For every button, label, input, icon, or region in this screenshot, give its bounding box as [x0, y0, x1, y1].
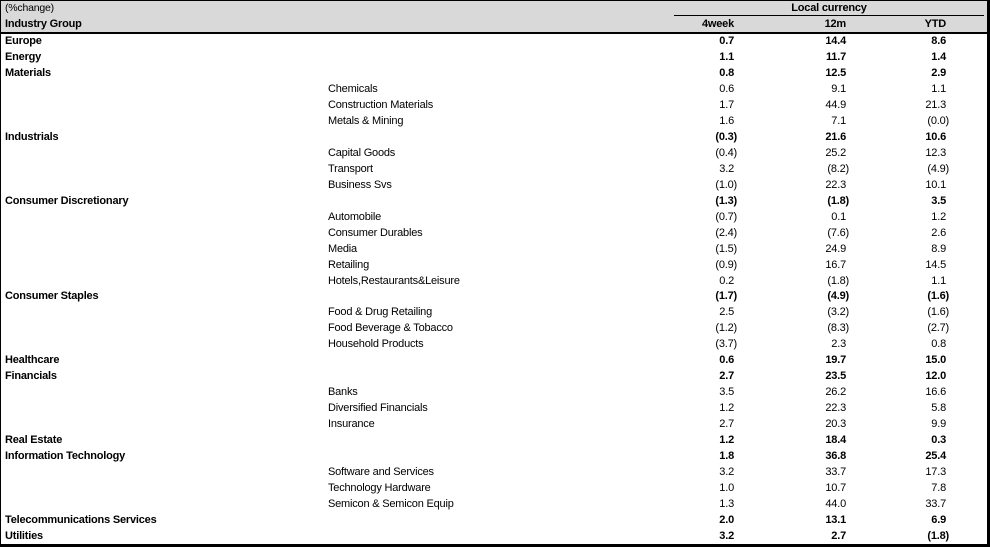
col-header-4week: 4week: [701, 17, 734, 30]
table-row: [1, 512, 987, 528]
table-row: [1, 50, 987, 66]
table-row: [1, 464, 987, 480]
table-row: [1, 417, 987, 433]
value-ytd: 25.4: [925, 449, 946, 462]
industry-group-sub-label: Capital Goods: [328, 147, 396, 160]
value-12m: 33.7: [825, 465, 846, 478]
value-12m: 19.7: [825, 354, 846, 367]
industry-group-sub-label: Automobile: [328, 210, 382, 223]
table-row: [1, 353, 987, 369]
industry-group-main-label: Consumer Discretionary: [5, 194, 129, 207]
table-row: [1, 162, 987, 178]
value-ytd: 8.9: [931, 242, 946, 255]
table-row: [1, 177, 987, 193]
industry-group-sub-label: Semicon & Semicon Equip: [328, 497, 454, 510]
value-4week: 0.7: [719, 35, 734, 48]
industry-group-sub-label: Consumer Durables: [328, 226, 423, 239]
value-12m: 24.9: [825, 242, 846, 255]
industry-group-main-label: Utilities: [5, 529, 43, 542]
value-4week: (0.4): [715, 147, 737, 160]
value-ytd: 2.9: [931, 67, 946, 80]
value-ytd: (0.0): [927, 115, 949, 128]
industry-group-sub-label: Transport: [328, 162, 373, 175]
value-ytd: 7.8: [931, 481, 946, 494]
table-row: [1, 225, 987, 241]
value-4week: 3.2: [719, 465, 734, 478]
value-4week: 1.8: [719, 449, 734, 462]
industry-group-main-label: Healthcare: [5, 354, 60, 367]
value-4week: 1.0: [719, 481, 734, 494]
value-12m: 22.3: [825, 178, 846, 191]
value-4week: 2.7: [719, 417, 734, 430]
value-12m: 7.1: [831, 115, 846, 128]
value-4week: 2.5: [719, 306, 734, 319]
col-header-ytd: YTD: [924, 17, 946, 30]
value-ytd: 3.5: [931, 194, 946, 207]
value-4week: 1.6: [719, 115, 734, 128]
value-4week: 2.0: [719, 513, 734, 526]
table-row: [1, 337, 987, 353]
value-4week: 0.8: [719, 67, 734, 80]
value-ytd: 1.1: [931, 274, 946, 287]
industry-group-sub-label: Business Svs: [328, 178, 392, 191]
local-currency-group-header: Local currency: [674, 2, 984, 16]
table-row: [1, 448, 987, 464]
value-4week: (1.7): [715, 290, 737, 303]
value-ytd: (4.9): [927, 162, 949, 175]
value-4week: (2.4): [715, 226, 737, 239]
value-ytd: 16.6: [925, 386, 946, 399]
value-12m: 2.7: [831, 529, 846, 542]
header-row-top: [1, 1, 987, 16]
value-12m: 13.1: [825, 513, 846, 526]
value-12m: (1.8): [827, 274, 849, 287]
value-4week: 3.5: [719, 386, 734, 399]
value-12m: 25.2: [825, 147, 846, 160]
industry-group-sub-label: Software and Services: [328, 465, 434, 478]
table-row: [1, 305, 987, 321]
value-4week: (0.3): [715, 131, 737, 144]
value-12m: 16.7: [825, 258, 846, 271]
header-row-columns: [1, 16, 987, 32]
table-row: [1, 146, 987, 162]
industry-group-sub-label: Diversified Financials: [328, 402, 428, 415]
value-ytd: 17.3: [925, 465, 946, 478]
value-12m: 20.3: [825, 417, 846, 430]
table-row: [1, 528, 987, 544]
table-row: [1, 114, 987, 130]
industry-group-sub-label: Media: [328, 242, 357, 255]
table-row: [1, 193, 987, 209]
value-4week: 0.6: [719, 83, 734, 96]
value-ytd: (1.6): [927, 290, 949, 303]
table-row: [1, 209, 987, 225]
value-12m: 12.5: [825, 67, 846, 80]
industry-group-sub-label: Insurance: [328, 417, 375, 430]
table-row: [1, 273, 987, 289]
value-ytd: (2.7): [927, 322, 949, 335]
value-12m: 18.4: [825, 433, 846, 446]
value-4week: 3.2: [719, 162, 734, 175]
industry-group-main-label: Industrials: [5, 131, 59, 144]
value-12m: (4.9): [827, 290, 849, 303]
value-ytd: 10.6: [925, 131, 946, 144]
value-12m: 14.4: [825, 35, 846, 48]
value-ytd: (1.6): [927, 306, 949, 319]
value-ytd: 1.4: [931, 51, 946, 64]
value-12m: (8.3): [827, 322, 849, 335]
value-12m: 44.0: [825, 497, 846, 510]
industry-group-main-label: Information Technology: [5, 449, 126, 462]
value-12m: 36.8: [825, 449, 846, 462]
table-row: [1, 241, 987, 257]
value-4week: (1.5): [715, 242, 737, 255]
value-ytd: 1.1: [931, 83, 946, 96]
table-row: [1, 66, 987, 82]
table-row: [1, 496, 987, 512]
value-4week: 0.2: [719, 274, 734, 287]
industry-group-sub-label: Banks: [328, 386, 358, 399]
value-12m: 21.6: [825, 131, 846, 144]
value-12m: 0.1: [831, 210, 846, 223]
value-12m: (7.6): [827, 226, 849, 239]
table-header: [1, 1, 987, 34]
value-ytd: 0.3: [931, 433, 946, 446]
table-row: [1, 401, 987, 417]
industry-group-sub-label: Metals & Mining: [328, 115, 404, 128]
industry-group-main-label: Energy: [5, 51, 42, 64]
industry-group-main-label: Telecommunications Services: [5, 513, 157, 526]
value-4week: 1.2: [719, 433, 734, 446]
value-4week: 1.3: [719, 497, 734, 510]
table-row: [1, 369, 987, 385]
value-ytd: 9.9: [931, 417, 946, 430]
industry-group-header: Industry Group: [5, 17, 82, 30]
value-4week: (3.7): [715, 338, 737, 351]
value-ytd: 6.9: [931, 513, 946, 526]
value-4week: (1.0): [715, 178, 737, 191]
value-4week: 3.2: [719, 529, 734, 542]
table-row: [1, 34, 987, 50]
value-4week: 2.7: [719, 370, 734, 383]
industry-group-sub-label: Technology Hardware: [328, 481, 431, 494]
value-ytd: 0.8: [931, 338, 946, 351]
value-12m: 10.7: [825, 481, 846, 494]
industry-group-sub-label: Food & Drug Retailing: [328, 306, 433, 319]
industry-group-sub-label: Chemicals: [328, 83, 378, 96]
industry-group-main-label: Real Estate: [5, 433, 63, 446]
value-4week: (1.2): [715, 322, 737, 335]
value-4week: (1.3): [715, 194, 737, 207]
percent-change-label: (%change): [5, 2, 54, 15]
table-row: [1, 321, 987, 337]
industry-group-main-label: Materials: [5, 67, 51, 80]
value-ytd: 21.3: [925, 99, 946, 112]
value-ytd: 2.6: [931, 226, 946, 239]
col-header-12m: 12m: [824, 17, 846, 30]
value-ytd: 5.8: [931, 402, 946, 415]
value-4week: (0.9): [715, 258, 737, 271]
value-4week: (0.7): [715, 210, 737, 223]
value-ytd: 12.0: [925, 370, 946, 383]
value-12m: 44.9: [825, 99, 846, 112]
industry-group-sub-label: Food Beverage & Tobacco: [328, 322, 453, 335]
value-4week: 1.2: [719, 402, 734, 415]
industry-group-main-label: Financials: [5, 370, 57, 383]
table-row: [1, 385, 987, 401]
value-ytd: 12.3: [925, 147, 946, 160]
table-row: [1, 480, 987, 496]
value-12m: (1.8): [827, 194, 849, 207]
table-row: [1, 257, 987, 273]
value-ytd: 1.2: [931, 210, 946, 223]
value-ytd: 33.7: [925, 497, 946, 510]
industry-group-sub-label: Hotels,Restaurants&Leisure: [328, 274, 460, 287]
table-row: [1, 432, 987, 448]
value-ytd: 15.0: [925, 354, 946, 367]
value-4week: 0.6: [719, 354, 734, 367]
table-row: [1, 98, 987, 114]
industry-group-sub-label: Retailing: [328, 258, 370, 271]
value-12m: (8.2): [827, 162, 849, 175]
industry-group-main-label: Europe: [5, 35, 42, 48]
value-12m: 22.3: [825, 402, 846, 415]
industry-group-sub-label: Household Products: [328, 338, 424, 351]
value-12m: 26.2: [825, 386, 846, 399]
value-ytd: 14.5: [925, 258, 946, 271]
value-ytd: 8.6: [931, 35, 946, 48]
industry-group-sub-label: Construction Materials: [328, 99, 434, 112]
industry-group-main-label: Consumer Staples: [5, 290, 99, 303]
value-12m: 11.7: [825, 51, 846, 64]
value-ytd: 10.1: [925, 178, 946, 191]
value-12m: 23.5: [825, 370, 846, 383]
table-row: [1, 130, 987, 146]
table-row: [1, 82, 987, 98]
value-4week: 1.7: [719, 99, 734, 112]
value-4week: 1.1: [719, 51, 734, 64]
table-body: [1, 34, 987, 544]
value-12m: 2.3: [831, 338, 846, 351]
value-ytd: (1.8): [927, 529, 949, 542]
value-12m: 9.1: [831, 83, 846, 96]
table-row: [1, 289, 987, 305]
value-12m: (3.2): [827, 306, 849, 319]
